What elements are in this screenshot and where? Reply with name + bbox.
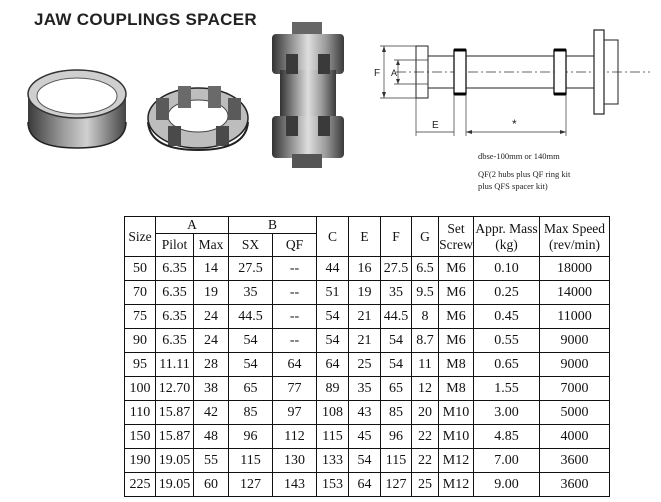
cell-qf: 143	[273, 473, 317, 497]
cell-e: 16	[349, 257, 381, 281]
cell-qf: 112	[273, 425, 317, 449]
cell-g: 25	[412, 473, 439, 497]
cell-c: 54	[317, 329, 349, 353]
table-row	[125, 281, 610, 305]
cell-e: 25	[349, 353, 381, 377]
cell-screw: M6	[439, 305, 474, 329]
cell-g: 8	[412, 305, 439, 329]
cell-max: 24	[194, 329, 229, 353]
cell-e: 54	[349, 449, 381, 473]
cell-sx: 127	[229, 473, 273, 497]
cell-mass: 1.55	[474, 377, 540, 401]
cell-speed: 11000	[540, 305, 610, 329]
cell-mass: 0.10	[474, 257, 540, 281]
table-row	[125, 473, 610, 497]
cell-c: 44	[317, 257, 349, 281]
cell-c: 54	[317, 305, 349, 329]
cell-size: 90	[125, 329, 156, 353]
dim-star-label: *	[512, 117, 517, 131]
table-row	[125, 401, 610, 425]
col-f: F	[381, 217, 412, 257]
cell-f: 115	[381, 449, 412, 473]
cell-f: 54	[381, 353, 412, 377]
col-mass-line1: Appr. Mass	[475, 220, 538, 236]
col-set-screw-line2: Screw	[439, 236, 473, 252]
cell-f: 44.5	[381, 305, 412, 329]
cell-screw: M12	[439, 473, 474, 497]
cell-pilot: 6.35	[156, 305, 194, 329]
col-speed-line1: Max Speed	[543, 220, 606, 236]
cell-speed: 7000	[540, 377, 610, 401]
col-a-pilot: Pilot	[156, 234, 194, 257]
cell-f: 35	[381, 281, 412, 305]
cell-mass: 3.00	[474, 401, 540, 425]
cell-qf: --	[273, 257, 317, 281]
cell-pilot: 15.87	[156, 425, 194, 449]
cell-f: 85	[381, 401, 412, 425]
cell-c: 153	[317, 473, 349, 497]
cell-pilot: 6.35	[156, 257, 194, 281]
cell-qf: 77	[273, 377, 317, 401]
table-row	[125, 425, 610, 449]
cell-screw: M12	[439, 449, 474, 473]
cell-max: 38	[194, 377, 229, 401]
cell-speed: 3600	[540, 449, 610, 473]
cell-qf: 130	[273, 449, 317, 473]
cell-mass: 0.45	[474, 305, 540, 329]
cell-e: 21	[349, 329, 381, 353]
cell-f: 65	[381, 377, 412, 401]
cell-speed: 14000	[540, 281, 610, 305]
cell-pilot: 11.11	[156, 353, 194, 377]
cell-size: 75	[125, 305, 156, 329]
cell-mass: 7.00	[474, 449, 540, 473]
table-row	[125, 305, 610, 329]
cell-speed: 5000	[540, 401, 610, 425]
cell-g: 20	[412, 401, 439, 425]
table-row	[125, 257, 610, 281]
col-size: Size	[125, 217, 156, 257]
cell-size: 225	[125, 473, 156, 497]
spacer-coupling-photo	[262, 20, 354, 170]
cell-g: 8.7	[412, 329, 439, 353]
cell-e: 45	[349, 425, 381, 449]
col-speed	[540, 217, 610, 257]
table-row	[125, 377, 610, 401]
table-row	[125, 353, 610, 377]
col-b-qf: QF	[273, 234, 317, 257]
spec-table	[124, 216, 610, 497]
cell-g: 6.5	[412, 257, 439, 281]
cell-e: 35	[349, 377, 381, 401]
cell-sx: 96	[229, 425, 273, 449]
cell-pilot: 6.35	[156, 281, 194, 305]
note-line-1: dbse-100mm or 140mm	[478, 151, 560, 161]
cell-c: 108	[317, 401, 349, 425]
cell-screw: M6	[439, 257, 474, 281]
cell-size: 50	[125, 257, 156, 281]
cell-mass: 4.85	[474, 425, 540, 449]
table-row	[125, 329, 610, 353]
col-a: A	[156, 217, 229, 234]
cell-f: 127	[381, 473, 412, 497]
cell-max: 19	[194, 281, 229, 305]
cell-qf: --	[273, 305, 317, 329]
cell-pilot: 6.35	[156, 329, 194, 353]
cell-size: 70	[125, 281, 156, 305]
cell-mass: 0.55	[474, 329, 540, 353]
cell-size: 110	[125, 401, 156, 425]
col-set-screw-line1: Set	[447, 220, 465, 236]
cell-g: 11	[412, 353, 439, 377]
cell-qf: --	[273, 329, 317, 353]
cell-max: 48	[194, 425, 229, 449]
cell-max: 24	[194, 305, 229, 329]
cell-e: 43	[349, 401, 381, 425]
col-a-max: Max	[194, 234, 229, 257]
cell-size: 100	[125, 377, 156, 401]
cell-screw: M8	[439, 353, 474, 377]
cell-mass: 0.25	[474, 281, 540, 305]
header-row-1	[125, 217, 610, 234]
cell-c: 133	[317, 449, 349, 473]
cell-sx: 85	[229, 401, 273, 425]
dim-a-label: A	[391, 68, 398, 78]
page-title: JAW COUPLINGS SPACER	[34, 10, 257, 29]
cell-g: 22	[412, 449, 439, 473]
cell-g: 9.5	[412, 281, 439, 305]
cell-size: 150	[125, 425, 156, 449]
cell-screw: M10	[439, 425, 474, 449]
col-g: G	[412, 217, 439, 257]
cell-speed: 9000	[540, 353, 610, 377]
spacer-ring-photo	[22, 60, 132, 152]
cell-screw: M8	[439, 377, 474, 401]
cell-e: 21	[349, 305, 381, 329]
col-mass-line2: (kg)	[495, 236, 518, 252]
cell-qf: --	[273, 281, 317, 305]
cell-sx: 65	[229, 377, 273, 401]
cell-pilot: 15.87	[156, 401, 194, 425]
cell-f: 27.5	[381, 257, 412, 281]
cell-size: 95	[125, 353, 156, 377]
cell-pilot: 12.70	[156, 377, 194, 401]
cell-max: 60	[194, 473, 229, 497]
col-set-screw	[439, 217, 474, 257]
cell-sx: 44.5	[229, 305, 273, 329]
cell-g: 22	[412, 425, 439, 449]
col-c: C	[317, 217, 349, 257]
cell-speed: 4000	[540, 425, 610, 449]
cell-c: 115	[317, 425, 349, 449]
cell-screw: M10	[439, 401, 474, 425]
cell-max: 55	[194, 449, 229, 473]
cell-mass: 9.00	[474, 473, 540, 497]
cell-sx: 35	[229, 281, 273, 305]
dim-f-label: F	[374, 68, 381, 79]
col-b: B	[229, 217, 317, 234]
cell-max: 42	[194, 401, 229, 425]
cell-c: 51	[317, 281, 349, 305]
col-speed-line2: (rev/min)	[549, 236, 600, 252]
col-b-sx: SX	[229, 234, 273, 257]
cell-c: 89	[317, 377, 349, 401]
cell-qf: 97	[273, 401, 317, 425]
cell-sx: 115	[229, 449, 273, 473]
table-row	[125, 449, 610, 473]
cell-qf: 64	[273, 353, 317, 377]
cell-e: 64	[349, 473, 381, 497]
drawing-notes	[478, 150, 570, 192]
cell-speed: 9000	[540, 329, 610, 353]
cell-speed: 3600	[540, 473, 610, 497]
cell-speed: 18000	[540, 257, 610, 281]
cell-e: 19	[349, 281, 381, 305]
dim-e-label: E	[432, 120, 439, 131]
cell-mass: 0.65	[474, 353, 540, 377]
cell-sx: 27.5	[229, 257, 273, 281]
note-line-2: QF(2 hubs plus QF ring kit	[478, 169, 571, 179]
cell-max: 14	[194, 257, 229, 281]
cell-sx: 54	[229, 353, 273, 377]
cell-pilot: 19.05	[156, 473, 194, 497]
cell-screw: M6	[439, 281, 474, 305]
cell-f: 96	[381, 425, 412, 449]
cell-size: 190	[125, 449, 156, 473]
cell-sx: 54	[229, 329, 273, 353]
cell-pilot: 19.05	[156, 449, 194, 473]
cell-screw: M6	[439, 329, 474, 353]
note-line-3: plus QFS spacer kit)	[478, 181, 548, 191]
jaw-element-photo	[138, 70, 258, 156]
cell-max: 28	[194, 353, 229, 377]
technical-drawing	[368, 20, 653, 148]
col-mass	[474, 217, 540, 257]
cell-f: 54	[381, 329, 412, 353]
col-e: E	[349, 217, 381, 257]
cell-c: 64	[317, 353, 349, 377]
cell-g: 12	[412, 377, 439, 401]
